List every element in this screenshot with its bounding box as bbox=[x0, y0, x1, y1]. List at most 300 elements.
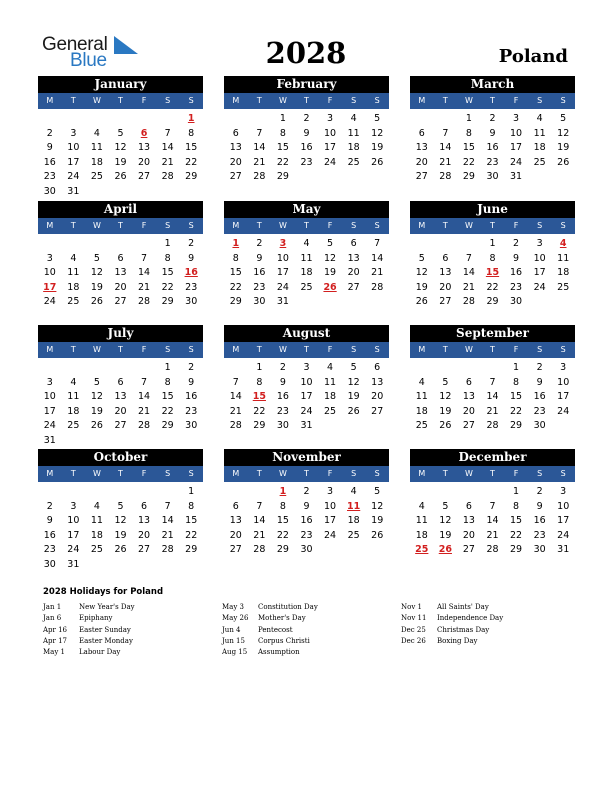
day-cell: 20 bbox=[114, 405, 127, 417]
weekday-header: W bbox=[92, 345, 101, 354]
day-cell: 6 bbox=[117, 376, 124, 388]
empty-cell bbox=[248, 485, 272, 500]
empty-cell bbox=[224, 112, 248, 127]
day-cell: 4 bbox=[303, 238, 310, 249]
day-cell: 6 bbox=[465, 500, 472, 512]
weekday-header: T bbox=[118, 221, 123, 230]
day-cell: 10 bbox=[43, 391, 56, 403]
day-cell: 23 bbox=[276, 405, 289, 417]
day-cell: 9 bbox=[303, 500, 310, 512]
empty-cell bbox=[85, 237, 109, 252]
day-cell: 20 bbox=[415, 156, 428, 168]
weekday-header: T bbox=[70, 96, 76, 105]
holiday-row bbox=[401, 613, 503, 624]
day-cell: 23 bbox=[533, 405, 546, 417]
day-cell: 10 bbox=[276, 252, 289, 264]
day-cell: 20 bbox=[371, 391, 384, 403]
day-cell: 11 bbox=[557, 252, 570, 264]
day-cell: 3 bbox=[46, 376, 53, 388]
weekday-header: S bbox=[165, 469, 171, 478]
empty-cell bbox=[434, 237, 458, 252]
day-cell: 15 bbox=[229, 267, 242, 279]
day-cell: 19 bbox=[371, 515, 384, 527]
day-cell: 15 bbox=[510, 515, 523, 527]
day-cell: 30 bbox=[533, 420, 546, 432]
holiday-name: Easter Sunday bbox=[79, 625, 131, 634]
holiday-column bbox=[43, 602, 135, 658]
weekday-header: M bbox=[418, 345, 426, 354]
day-cell: 10 bbox=[67, 142, 80, 154]
weekday-header: S bbox=[560, 96, 566, 105]
day-cell: 16 bbox=[300, 142, 313, 154]
day-cell: 16 bbox=[43, 156, 56, 168]
empty-cell bbox=[248, 112, 272, 127]
day-cell: 22 bbox=[161, 281, 174, 293]
day-cell: 6 bbox=[465, 376, 472, 388]
day-cell: 18 bbox=[90, 529, 103, 541]
day-cell: 2 bbox=[256, 238, 263, 249]
day-cell: 21 bbox=[229, 405, 242, 417]
day-cell: 17 bbox=[43, 405, 56, 417]
day-cell: 12 bbox=[90, 267, 103, 279]
day-cell: 29 bbox=[510, 420, 523, 432]
holiday-day-cell: 3 bbox=[279, 238, 287, 249]
day-cell: 1 bbox=[256, 362, 263, 373]
weekday-header: S bbox=[351, 221, 357, 230]
empty-cell bbox=[132, 485, 156, 500]
day-cell: 19 bbox=[557, 142, 570, 154]
day-cell: 28 bbox=[253, 171, 266, 183]
day-grid bbox=[38, 112, 203, 200]
day-cell: 1 bbox=[513, 362, 520, 373]
day-cell: 31 bbox=[67, 185, 80, 197]
day-cell: 15 bbox=[276, 515, 289, 527]
day-cell: 4 bbox=[327, 362, 334, 373]
holiday-row bbox=[401, 625, 503, 636]
day-cell: 25 bbox=[415, 420, 428, 432]
month-name: October bbox=[38, 449, 203, 466]
day-cell: 4 bbox=[93, 500, 100, 512]
empty-cell bbox=[410, 361, 434, 376]
weekday-header: T bbox=[256, 345, 262, 354]
holiday-day-cell: 4 bbox=[559, 238, 567, 249]
day-cell: 3 bbox=[327, 113, 334, 124]
day-cell: 18 bbox=[67, 281, 80, 293]
weekday-header: T bbox=[304, 469, 309, 478]
day-cell: 5 bbox=[442, 376, 449, 388]
day-cell: 5 bbox=[418, 252, 425, 264]
weekday-header: F bbox=[513, 469, 519, 478]
empty-cell bbox=[481, 361, 505, 376]
day-cell: 10 bbox=[557, 500, 570, 512]
day-cell: 7 bbox=[141, 376, 148, 388]
day-cell: 23 bbox=[510, 281, 523, 293]
day-cell: 30 bbox=[276, 420, 289, 432]
empty-cell bbox=[457, 485, 481, 500]
day-cell: 1 bbox=[279, 113, 286, 124]
day-cell: 6 bbox=[117, 252, 124, 264]
day-cell: 25 bbox=[90, 544, 103, 556]
day-grid bbox=[38, 485, 203, 573]
day-cell: 24 bbox=[324, 156, 337, 168]
day-cell: 26 bbox=[90, 420, 103, 432]
weekday-header: T bbox=[304, 221, 309, 230]
day-cell: 22 bbox=[229, 281, 242, 293]
day-cell: 7 bbox=[465, 252, 472, 264]
day-cell: 16 bbox=[43, 529, 56, 541]
day-cell: 9 bbox=[188, 376, 195, 388]
day-cell: 23 bbox=[533, 529, 546, 541]
day-cell: 26 bbox=[371, 529, 384, 541]
day-cell: 28 bbox=[462, 296, 475, 308]
day-cell: 9 bbox=[188, 252, 195, 264]
day-cell: 9 bbox=[279, 376, 286, 388]
day-cell: 21 bbox=[138, 405, 151, 417]
day-cell: 5 bbox=[560, 113, 567, 124]
day-cell: 18 bbox=[415, 529, 428, 541]
day-cell: 1 bbox=[164, 238, 171, 249]
month-february bbox=[224, 76, 389, 185]
weekday-header: S bbox=[374, 469, 380, 478]
day-cell: 8 bbox=[489, 252, 496, 264]
day-cell: 1 bbox=[164, 362, 171, 373]
weekday-header-row bbox=[224, 218, 389, 234]
day-cell: 6 bbox=[232, 500, 239, 512]
day-cell: 29 bbox=[510, 544, 523, 556]
day-cell: 27 bbox=[415, 171, 428, 183]
calendar-year: 2028 bbox=[265, 36, 347, 70]
day-cell: 14 bbox=[439, 142, 452, 154]
empty-cell bbox=[156, 112, 180, 127]
day-grid bbox=[38, 361, 203, 449]
weekday-header: M bbox=[418, 469, 426, 478]
weekday-header: W bbox=[464, 96, 473, 105]
day-cell: 11 bbox=[67, 267, 80, 279]
day-cell: 31 bbox=[510, 171, 523, 183]
weekday-header: T bbox=[490, 469, 495, 478]
day-cell: 11 bbox=[415, 515, 428, 527]
day-cell: 2 bbox=[536, 362, 543, 373]
holiday-row bbox=[222, 613, 318, 624]
day-cell: 27 bbox=[229, 171, 242, 183]
day-cell: 2 bbox=[513, 238, 520, 249]
day-cell: 7 bbox=[141, 252, 148, 264]
empty-cell bbox=[109, 112, 133, 127]
day-cell: 4 bbox=[70, 252, 77, 264]
day-cell: 24 bbox=[67, 544, 80, 556]
day-cell: 17 bbox=[300, 391, 313, 403]
weekday-header: S bbox=[351, 345, 357, 354]
day-cell: 21 bbox=[253, 156, 266, 168]
day-cell: 18 bbox=[90, 156, 103, 168]
holiday-date: Dec 25 bbox=[401, 625, 426, 634]
day-cell: 25 bbox=[557, 281, 570, 293]
day-cell: 8 bbox=[465, 127, 472, 139]
day-cell: 6 bbox=[232, 127, 239, 139]
day-cell: 29 bbox=[185, 171, 198, 183]
weekday-header: M bbox=[46, 345, 54, 354]
day-cell: 24 bbox=[67, 171, 80, 183]
day-cell: 26 bbox=[347, 405, 360, 417]
weekday-header: T bbox=[256, 96, 262, 105]
day-grid bbox=[410, 237, 575, 310]
holiday-row bbox=[43, 647, 135, 658]
day-cell: 8 bbox=[513, 500, 520, 512]
weekday-header: F bbox=[327, 96, 333, 105]
empty-cell bbox=[38, 237, 62, 252]
weekday-header: S bbox=[188, 221, 194, 230]
day-cell: 12 bbox=[347, 376, 360, 388]
day-cell: 13 bbox=[415, 142, 428, 154]
day-cell: 17 bbox=[324, 142, 337, 154]
holiday-day-cell: 15 bbox=[485, 267, 500, 279]
day-cell: 11 bbox=[324, 376, 337, 388]
day-cell: 22 bbox=[510, 529, 523, 541]
empty-cell bbox=[132, 112, 156, 127]
day-cell: 20 bbox=[114, 281, 127, 293]
month-october bbox=[38, 449, 203, 573]
day-cell: 29 bbox=[276, 544, 289, 556]
weekday-header: T bbox=[442, 221, 448, 230]
day-cell: 18 bbox=[347, 515, 360, 527]
day-cell: 13 bbox=[229, 515, 242, 527]
day-cell: 29 bbox=[276, 171, 289, 183]
holiday-date: Jan 1 bbox=[43, 603, 62, 611]
month-march bbox=[410, 76, 575, 185]
empty-cell bbox=[410, 485, 434, 500]
holiday-row bbox=[43, 636, 135, 647]
holiday-row bbox=[43, 602, 135, 613]
empty-cell bbox=[410, 237, 434, 252]
day-cell: 9 bbox=[46, 515, 53, 527]
day-cell: 10 bbox=[300, 376, 313, 388]
holiday-name: Constitution Day bbox=[258, 603, 318, 611]
day-cell: 9 bbox=[536, 500, 543, 512]
holiday-column bbox=[401, 602, 503, 647]
day-cell: 11 bbox=[415, 391, 428, 403]
day-cell: 12 bbox=[90, 391, 103, 403]
day-cell: 13 bbox=[138, 515, 151, 527]
empty-cell bbox=[109, 485, 133, 500]
day-cell: 1 bbox=[465, 113, 472, 124]
holiday-name: Boxing Day bbox=[437, 636, 478, 645]
logo-general-text: General bbox=[42, 34, 108, 55]
day-cell: 8 bbox=[232, 252, 239, 264]
day-cell: 25 bbox=[67, 296, 80, 308]
day-cell: 16 bbox=[533, 391, 546, 403]
day-cell: 13 bbox=[229, 142, 242, 154]
month-name: February bbox=[224, 76, 389, 93]
day-cell: 5 bbox=[93, 376, 100, 388]
month-name: March bbox=[410, 76, 575, 93]
day-cell: 26 bbox=[114, 544, 127, 556]
day-cell: 14 bbox=[253, 142, 266, 154]
day-cell: 2 bbox=[536, 486, 543, 497]
holiday-date: May 26 bbox=[222, 614, 249, 623]
weekday-header: F bbox=[141, 345, 147, 354]
weekday-header: F bbox=[141, 221, 147, 230]
weekday-header: S bbox=[560, 221, 566, 230]
empty-cell bbox=[109, 237, 133, 252]
day-cell: 25 bbox=[347, 156, 360, 168]
month-name: January bbox=[38, 76, 203, 93]
day-cell: 5 bbox=[442, 500, 449, 512]
holiday-name: Christmas Day bbox=[437, 625, 490, 634]
day-cell: 27 bbox=[138, 171, 151, 183]
weekday-header: T bbox=[70, 345, 76, 354]
day-cell: 30 bbox=[510, 296, 523, 308]
day-cell: 19 bbox=[347, 391, 360, 403]
day-cell: 9 bbox=[256, 252, 263, 264]
month-january bbox=[38, 76, 203, 200]
day-cell: 7 bbox=[256, 500, 263, 512]
day-cell: 25 bbox=[67, 420, 80, 432]
holiday-name: New Year's Day bbox=[79, 603, 135, 611]
day-cell: 25 bbox=[324, 405, 337, 417]
day-cell: 20 bbox=[138, 156, 151, 168]
day-grid bbox=[410, 112, 575, 185]
day-cell: 2 bbox=[279, 362, 286, 373]
day-cell: 25 bbox=[90, 171, 103, 183]
holiday-day-cell: 1 bbox=[279, 486, 287, 497]
day-cell: 4 bbox=[93, 127, 100, 139]
day-cell: 23 bbox=[185, 405, 198, 417]
day-cell: 3 bbox=[560, 362, 567, 373]
day-cell: 20 bbox=[462, 405, 475, 417]
holiday-date: Apr 17 bbox=[43, 636, 68, 645]
day-cell: 26 bbox=[371, 156, 384, 168]
day-cell: 4 bbox=[418, 376, 425, 388]
empty-cell bbox=[62, 361, 86, 376]
day-cell: 30 bbox=[533, 544, 546, 556]
month-name: September bbox=[410, 325, 575, 342]
weekday-header: S bbox=[165, 96, 171, 105]
holiday-date: Jun 15 bbox=[222, 636, 245, 645]
day-cell: 19 bbox=[415, 281, 428, 293]
weekday-header-row bbox=[410, 466, 575, 482]
day-cell: 27 bbox=[114, 296, 127, 308]
day-cell: 10 bbox=[67, 515, 80, 527]
day-cell: 22 bbox=[253, 405, 266, 417]
month-may bbox=[224, 201, 389, 310]
weekday-header: M bbox=[418, 96, 426, 105]
weekday-header: T bbox=[490, 96, 495, 105]
weekday-header: T bbox=[490, 221, 495, 230]
holiday-day-cell: 15 bbox=[252, 391, 266, 403]
weekday-header: S bbox=[537, 469, 543, 478]
day-cell: 30 bbox=[185, 420, 198, 432]
holiday-name: Easter Monday bbox=[79, 636, 133, 645]
holiday-name: Assumption bbox=[258, 648, 300, 657]
day-cell: 4 bbox=[350, 486, 357, 497]
day-cell: 22 bbox=[161, 405, 174, 417]
day-cell: 27 bbox=[439, 296, 452, 308]
day-cell: 22 bbox=[185, 529, 198, 541]
day-cell: 7 bbox=[164, 500, 171, 512]
weekday-header: F bbox=[513, 221, 519, 230]
day-cell: 21 bbox=[439, 156, 452, 168]
holiday-row bbox=[222, 636, 318, 647]
weekday-header: F bbox=[327, 469, 333, 478]
day-cell: 30 bbox=[43, 185, 56, 197]
month-july bbox=[38, 325, 203, 449]
month-name: July bbox=[38, 325, 203, 342]
day-cell: 23 bbox=[253, 281, 266, 293]
day-cell: 3 bbox=[327, 486, 334, 497]
weekday-header: S bbox=[537, 96, 543, 105]
weekday-header: S bbox=[560, 469, 566, 478]
day-cell: 30 bbox=[253, 296, 266, 308]
holiday-row bbox=[401, 602, 503, 613]
day-cell: 28 bbox=[138, 420, 151, 432]
holiday-date: Aug 15 bbox=[222, 648, 248, 657]
weekday-header: W bbox=[92, 469, 101, 478]
day-cell: 4 bbox=[70, 376, 77, 388]
empty-cell bbox=[481, 485, 505, 500]
day-cell: 5 bbox=[117, 127, 124, 139]
day-grid bbox=[224, 112, 389, 185]
day-cell: 10 bbox=[324, 127, 337, 139]
day-cell: 19 bbox=[371, 142, 384, 154]
day-cell: 17 bbox=[533, 267, 546, 279]
day-cell: 14 bbox=[229, 391, 242, 403]
holiday-row bbox=[222, 647, 318, 658]
day-cell: 22 bbox=[276, 156, 289, 168]
day-cell: 19 bbox=[439, 405, 452, 417]
day-grid bbox=[410, 485, 575, 558]
day-cell: 19 bbox=[90, 405, 103, 417]
holiday-day-cell: 1 bbox=[187, 113, 195, 124]
weekday-header: T bbox=[304, 96, 309, 105]
weekday-header: S bbox=[537, 221, 543, 230]
day-cell: 29 bbox=[462, 171, 475, 183]
weekday-header: W bbox=[464, 221, 473, 230]
holiday-row bbox=[222, 602, 318, 613]
day-cell: 17 bbox=[324, 515, 337, 527]
day-cell: 19 bbox=[439, 529, 452, 541]
weekday-header: T bbox=[118, 96, 123, 105]
day-cell: 3 bbox=[303, 362, 310, 373]
month-name: June bbox=[410, 201, 575, 218]
month-name: November bbox=[224, 449, 389, 466]
day-cell: 4 bbox=[350, 113, 357, 124]
weekday-header-row bbox=[224, 342, 389, 358]
day-cell: 20 bbox=[229, 156, 242, 168]
day-cell: 17 bbox=[67, 156, 80, 168]
day-cell: 17 bbox=[276, 267, 289, 279]
weekday-header: T bbox=[70, 221, 76, 230]
day-cell: 7 bbox=[256, 127, 263, 139]
weekday-header: M bbox=[418, 221, 426, 230]
day-grid bbox=[38, 237, 203, 310]
day-cell: 3 bbox=[70, 127, 77, 139]
month-august bbox=[224, 325, 389, 434]
day-cell: 14 bbox=[486, 515, 499, 527]
holiday-day-cell: 6 bbox=[140, 127, 148, 139]
weekday-header: S bbox=[537, 345, 543, 354]
day-cell: 5 bbox=[117, 500, 124, 512]
day-cell: 8 bbox=[188, 500, 195, 512]
day-cell: 12 bbox=[439, 515, 452, 527]
day-cell: 24 bbox=[533, 281, 546, 293]
day-cell: 29 bbox=[161, 420, 174, 432]
empty-cell bbox=[62, 237, 86, 252]
day-cell: 10 bbox=[533, 252, 546, 264]
day-cell: 2 bbox=[46, 500, 53, 512]
empty-cell bbox=[85, 485, 109, 500]
day-cell: 26 bbox=[439, 420, 452, 432]
day-cell: 27 bbox=[347, 281, 360, 293]
